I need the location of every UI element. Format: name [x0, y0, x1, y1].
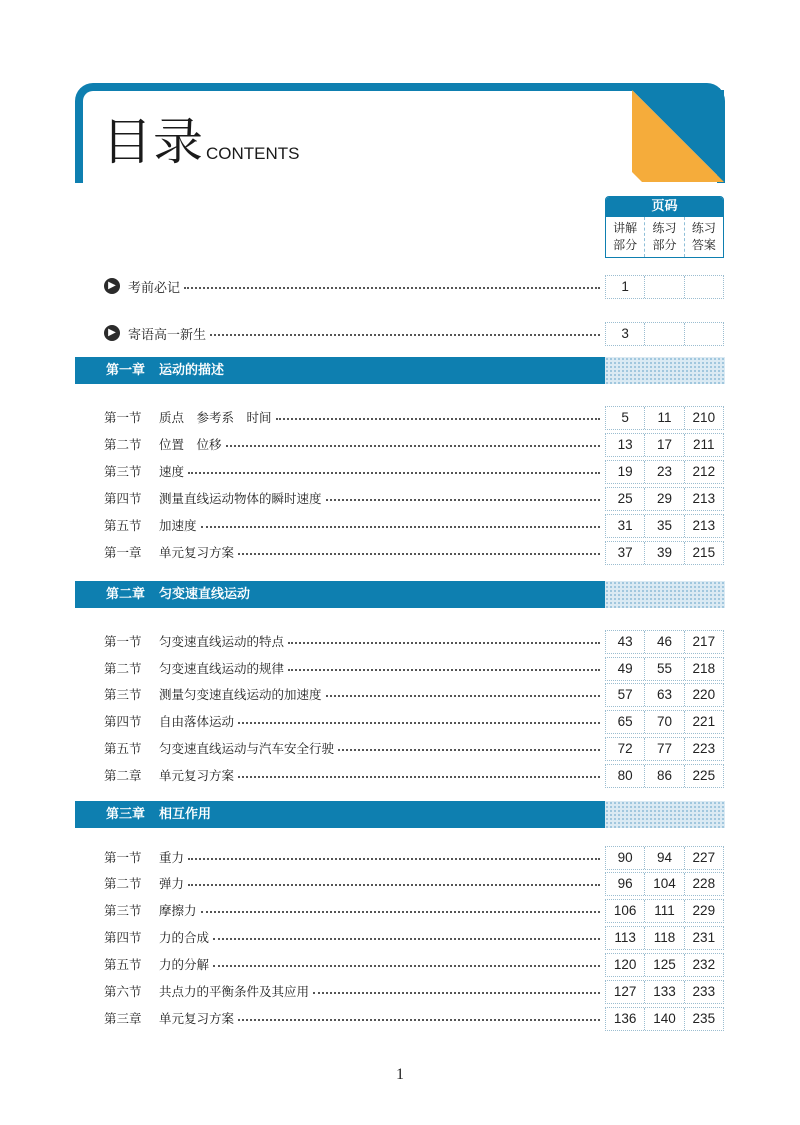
page-number-cells: 80 86 225 — [605, 764, 724, 788]
page-number-cells: 37 39 215 — [605, 541, 724, 565]
page-number-cells: 1 — [605, 275, 724, 299]
toc-entry[interactable]: 第一节 重力 — [104, 846, 604, 868]
page-columns-header — [605, 196, 724, 258]
dot-leader — [210, 326, 600, 336]
toc-entry[interactable]: 第三节 摩擦力 — [104, 899, 604, 921]
page-number-cells: 25 29 213 — [605, 487, 724, 511]
toc-entry[interactable]: 第二节 匀变速直线运动的规律 — [104, 657, 604, 679]
page-number-cells: 106 111 229 — [605, 899, 724, 923]
page-number-cells: 127 133 233 — [605, 980, 724, 1004]
dot-leader — [276, 410, 600, 420]
toc-entry[interactable]: 第三节 测量匀变速直线运动的加速度 — [104, 683, 604, 705]
dot-leader — [326, 491, 600, 501]
chapter-heading: 第二章 匀变速直线运动 — [75, 581, 725, 608]
page-number-cells: 65 70 221 — [605, 710, 724, 734]
toc-entry[interactable]: 第三节 速度 — [104, 460, 604, 482]
dot-leader — [213, 930, 600, 940]
toc-entry[interactable]: 第一章 单元复习方案 — [104, 541, 604, 563]
toc-entry[interactable]: 第二节 弹力 — [104, 872, 604, 894]
toc-entry[interactable]: 第一节 匀变速直线运动的特点 — [104, 630, 604, 652]
page-number-cells: 120 125 232 — [605, 953, 724, 977]
page-title-english: CONTENTS — [206, 144, 300, 163]
column-exercise-header: 练习 部分 — [645, 217, 684, 257]
chapter-heading: 第一章 运动的描述 — [75, 357, 725, 384]
dot-leader — [188, 876, 600, 886]
page-number-cells: 90 94 227 — [605, 846, 724, 870]
toc-entry[interactable]: 第六节 共点力的平衡条件及其应用 — [104, 980, 604, 1002]
page-number-cells: 113 118 231 — [605, 926, 724, 950]
toc-entry[interactable]: 第一节 质点 参考系 时间 — [104, 406, 604, 428]
toc-entry[interactable]: 第五节 力的分解 — [104, 953, 604, 975]
dot-leader — [326, 687, 600, 697]
toc-entry[interactable]: 第二章 单元复习方案 — [104, 764, 604, 786]
page-title: 目录 — [102, 113, 204, 171]
dotted-pattern — [605, 357, 725, 384]
page-number-cells: 49 55 218 — [605, 657, 724, 681]
column-lecture-header: 讲解 部分 — [606, 217, 645, 257]
dot-leader — [213, 957, 600, 967]
toc-special-entry[interactable]: ▶ 寄语高一新生 — [104, 322, 604, 344]
dotted-pattern — [605, 801, 725, 828]
toc-entry[interactable]: 第四节 力的合成 — [104, 926, 604, 948]
page-number-cells: 31 35 213 — [605, 514, 724, 538]
dotted-pattern — [605, 581, 725, 608]
page-number-cells: 96 104 228 — [605, 872, 724, 896]
toc-special-entry[interactable]: ▶ 考前必记 — [104, 275, 604, 297]
toc-entry[interactable]: 第五节 匀变速直线运动与汽车安全行驶 — [104, 737, 604, 759]
page-number-cells: 136 140 235 — [605, 1007, 724, 1031]
dot-leader — [338, 741, 600, 751]
page-number-cells: 57 63 220 — [605, 683, 724, 707]
dot-leader — [188, 464, 600, 474]
page-number-cells: 43 46 217 — [605, 630, 724, 654]
corner-decoration — [632, 90, 724, 182]
page-number: 1 — [396, 1066, 404, 1083]
dot-leader — [201, 903, 600, 913]
column-answers-header: 练习 答案 — [691, 221, 716, 252]
page-number-cells: 72 77 223 — [605, 737, 724, 761]
page-number-cells: 19 23 212 — [605, 460, 724, 484]
toc-entry[interactable]: 第五节 加速度 — [104, 514, 604, 536]
toc-entry[interactable]: 第四节 自由落体运动 — [104, 710, 604, 732]
dot-leader — [201, 518, 600, 528]
dot-leader — [238, 714, 600, 724]
dot-leader — [238, 1011, 600, 1021]
dot-leader — [288, 634, 600, 644]
page-number-cells: 13 17 211 — [605, 433, 724, 457]
dot-leader — [313, 984, 600, 994]
dot-leader — [226, 437, 600, 447]
dot-leader — [288, 661, 600, 671]
dot-leader — [238, 768, 600, 778]
page-number-cells: 5 11 210 — [605, 406, 724, 430]
arrow-right-icon: ▶ — [104, 278, 120, 294]
arrow-right-icon: ▶ — [104, 325, 120, 341]
toc-entry[interactable]: 第三章 单元复习方案 — [104, 1007, 604, 1029]
dot-leader — [238, 545, 600, 555]
page-columns-title: 页码 — [606, 197, 723, 217]
toc-entry[interactable]: 第四节 测量直线运动物体的瞬时速度 — [104, 487, 604, 509]
chapter-heading: 第三章 相互作用 — [75, 801, 725, 828]
toc-entry[interactable]: 第二节 位置 位移 — [104, 433, 604, 455]
dot-leader — [184, 279, 600, 289]
page-number-cells: 3 — [605, 322, 724, 346]
dot-leader — [188, 850, 600, 860]
